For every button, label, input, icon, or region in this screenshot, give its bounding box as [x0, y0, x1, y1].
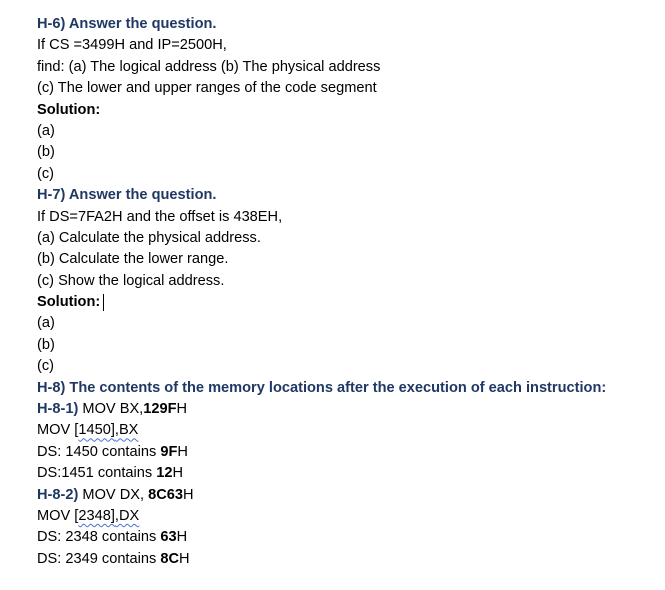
h7-solution-label: Solution:: [37, 294, 101, 311]
h7-title: H-7) Answer the question.: [37, 187, 217, 204]
h8-1-mov-reg: ,BX: [114, 422, 139, 439]
h8-1-mov-prefix: MOV [: [37, 422, 79, 439]
h7-answer-a: (a): [37, 315, 55, 332]
h8-1-line2-prefix: DS:1451 contains: [37, 465, 157, 482]
h8-1-line2-suffix: H: [172, 465, 184, 482]
h8-2-line2-prefix: DS: 2349 contains: [37, 550, 161, 567]
h8-1-mov: [37, 420, 657, 441]
h8-1-line1: [37, 442, 657, 463]
h8-2-mov-addr: 2348]: [78, 507, 115, 524]
h8-1-line1-prefix: DS: 1450 contains: [37, 443, 161, 460]
h8-2-line1-value: 63: [160, 529, 177, 546]
h8-1-line1-value: 9F: [160, 443, 178, 460]
h8-2-instr-value: 8C63: [148, 486, 183, 503]
h8-1-mov-addr: 1450]: [78, 422, 115, 439]
h8-1-instruction: [37, 399, 657, 420]
h6-answer-c: (c): [37, 165, 55, 182]
h6-solution-label: Solution:: [37, 101, 101, 118]
h7-solution-line[interactable]: [37, 292, 657, 313]
h8-2-instr-prefix: MOV DX,: [78, 486, 149, 503]
h8-1-line2-value: 12: [156, 465, 173, 482]
h6-title: H-6) Answer the question.: [37, 16, 217, 32]
document-body: [37, 14, 657, 570]
h6-answer-a: (a): [37, 122, 55, 139]
h8-2-label: H-8-2): [37, 486, 79, 503]
h8-1-instr-value: 129F: [143, 401, 177, 418]
h7-question-a: (a) Calculate the physical address.: [37, 229, 261, 246]
h8-2-line1-prefix: DS: 2348 contains: [37, 529, 161, 546]
h6-given: If CS =3499H and IP=2500H,: [37, 37, 227, 54]
h8-2-line2-suffix: H: [178, 550, 190, 567]
h8-2-mov-reg: ,DX: [114, 507, 140, 524]
h8-2-instruction: [37, 485, 657, 506]
h8-1-line1-suffix: H: [177, 443, 188, 460]
h8-2-line2-value: 8C: [160, 550, 179, 567]
h8-1-line2: [37, 463, 657, 484]
text-cursor: [103, 294, 104, 311]
h8-title: H-8) The contents of the memory locations after the execution of each instruction:: [37, 379, 607, 396]
h7-given: If DS=7FA2H and the offset is 438EH,: [37, 208, 283, 225]
h8-1-label: H-8-1): [37, 401, 79, 418]
h8-2-line1-suffix: H: [176, 529, 188, 546]
h8-2-mov-prefix: MOV [: [37, 507, 79, 524]
h8-2-instr-suffix: H: [182, 486, 194, 503]
h8-2-line1: [37, 527, 657, 548]
h6-answer-b: (b): [37, 144, 55, 161]
h6-find: find: (a) The logical address (b) The physical address: [37, 58, 381, 75]
h7-answer-c: (c): [37, 358, 55, 375]
h8-1-instr-suffix: H: [176, 401, 188, 418]
h7-question-b: (b) Calculate the lower range.: [37, 251, 229, 268]
h8-1-instr-prefix: MOV BX,: [78, 401, 144, 418]
h8-2-line2: [37, 549, 657, 570]
h8-2-mov: [37, 506, 657, 527]
h7-question-c: (c) Show the logical address.: [37, 272, 225, 289]
h6-part-c: (c) The lower and upper ranges of the code segment: [37, 80, 377, 97]
h7-answer-b: (b): [37, 336, 55, 353]
